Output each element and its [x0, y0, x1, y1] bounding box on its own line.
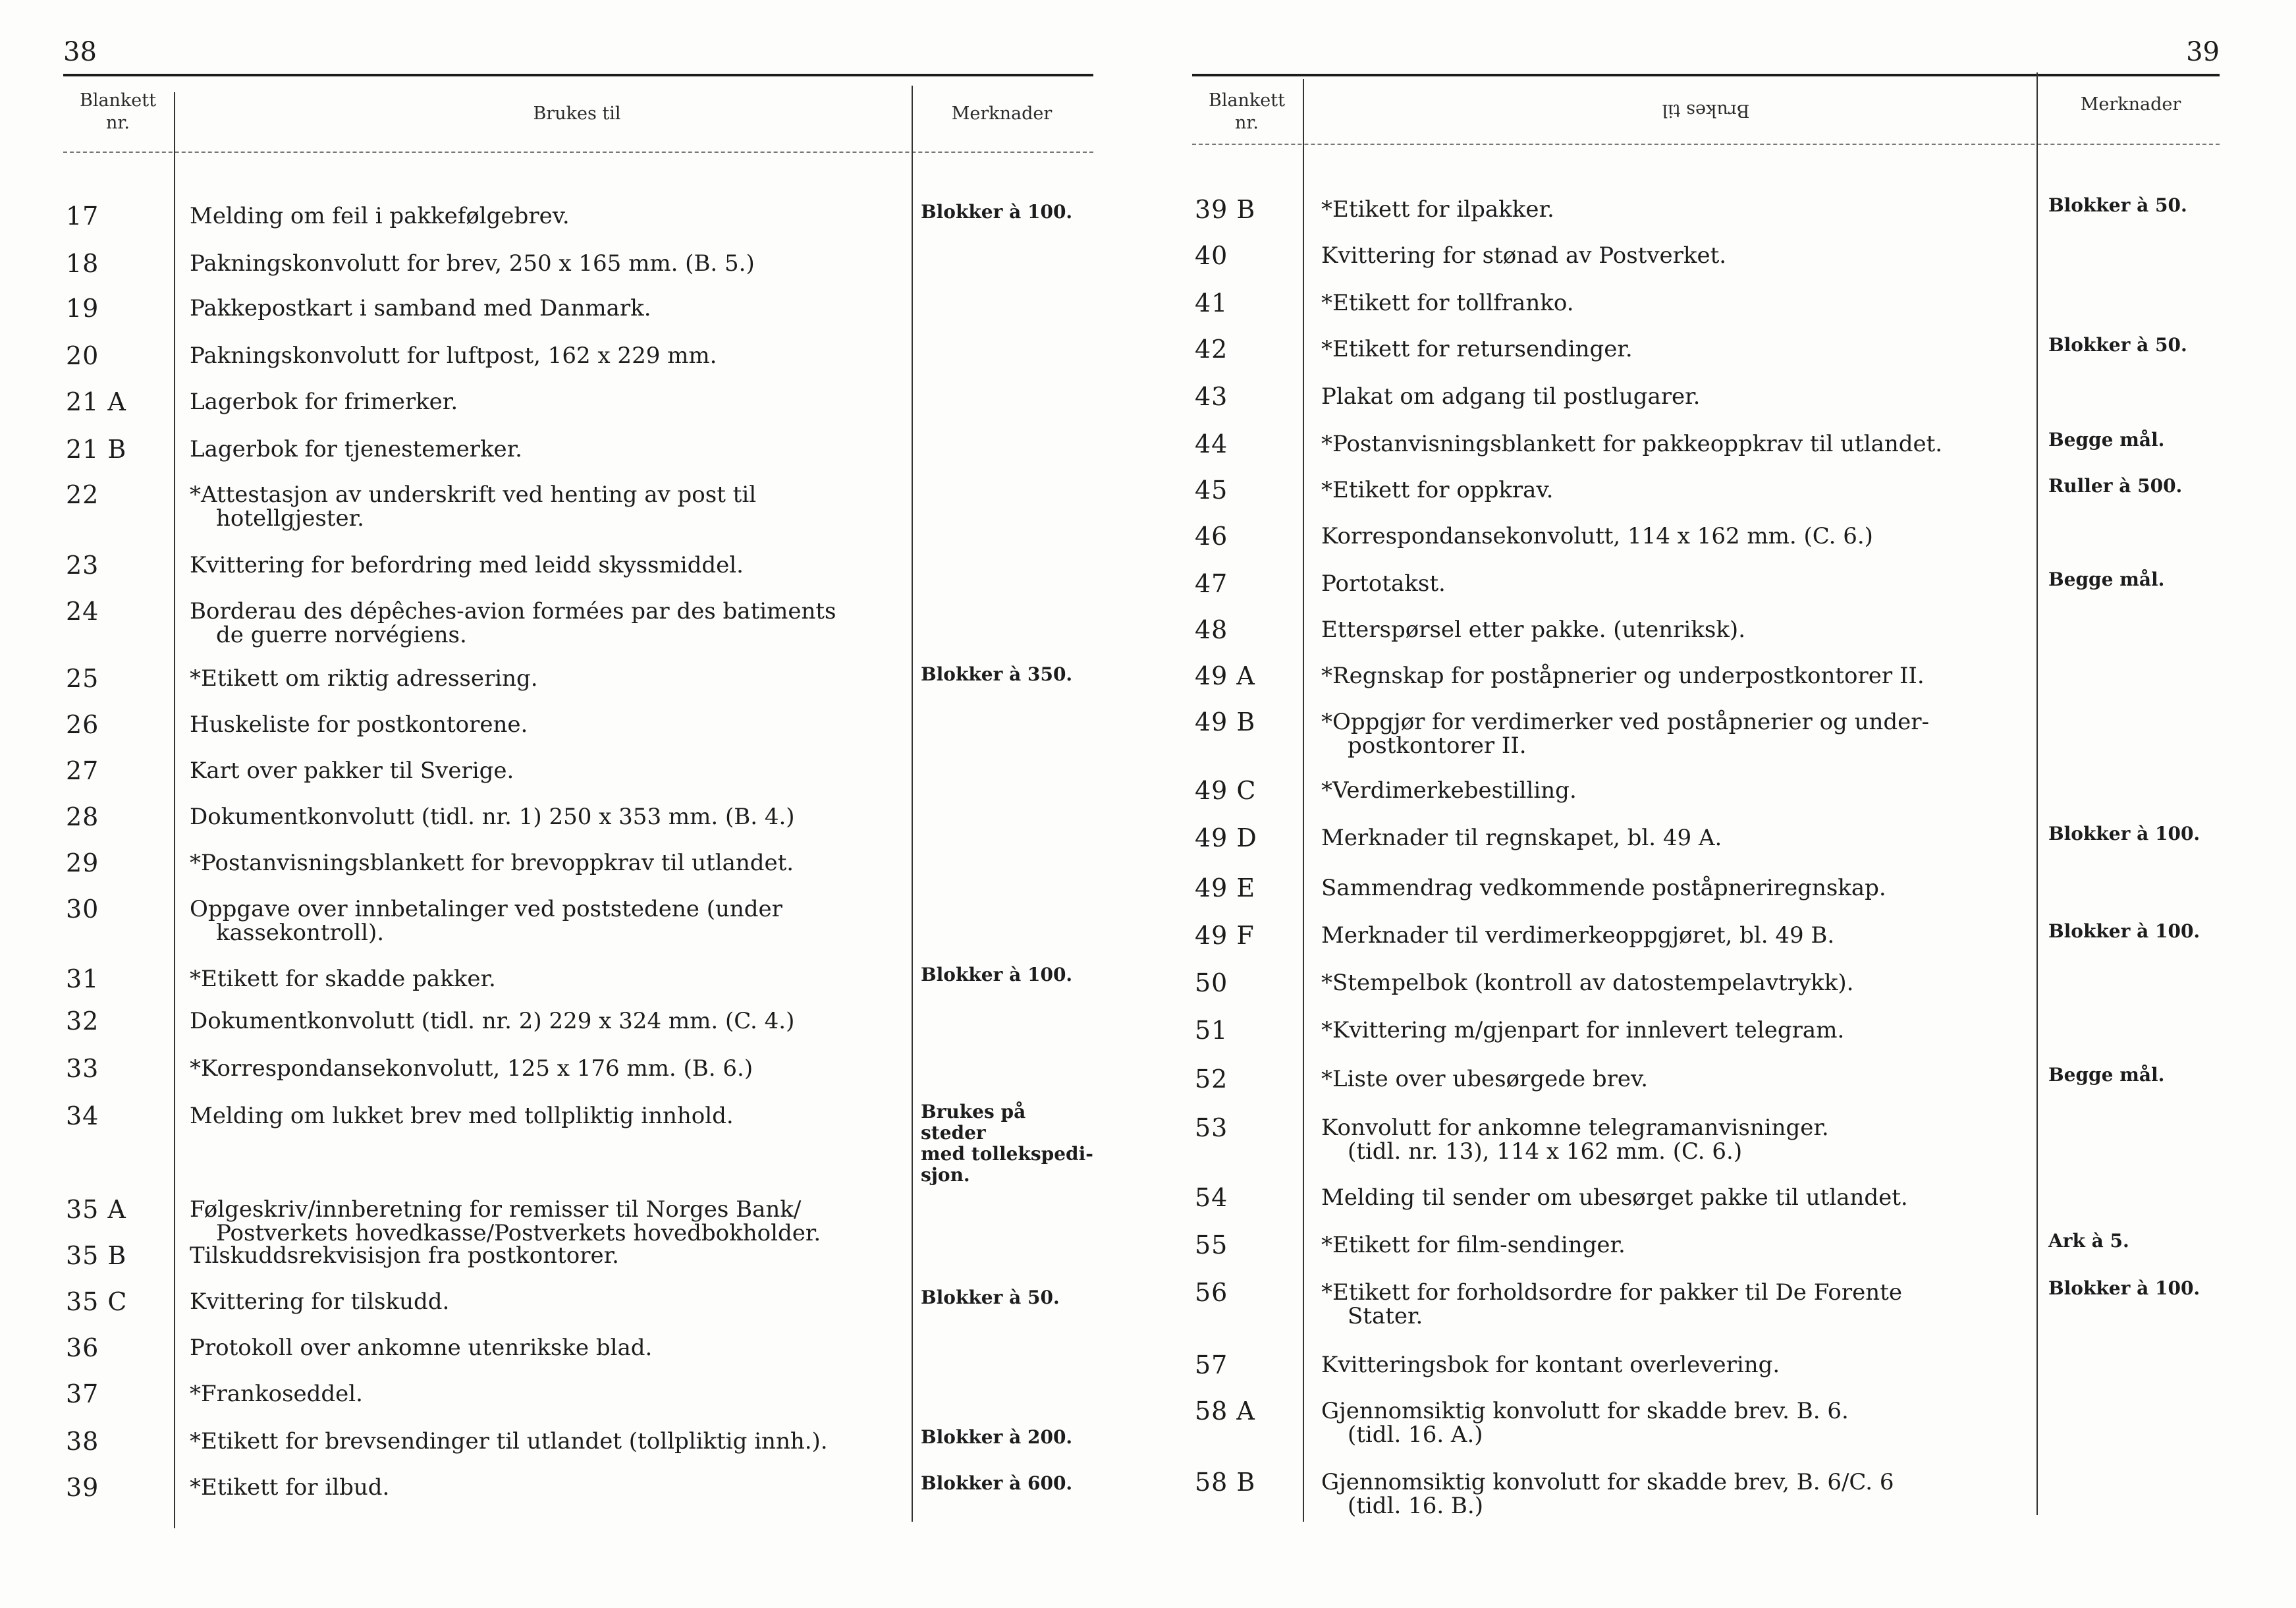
form-description-line: *Etikett for forholdsordre for pakker til De Forente: [1321, 1279, 1902, 1306]
form-description-line: Konvolutt for ankomne telegramanvisninger.: [1321, 1115, 1829, 1141]
column-divider: [1303, 79, 1304, 1522]
form-description-line: Kart over pakker til Sverige.: [190, 758, 514, 784]
form-description: [190, 390, 458, 414]
form-description-line: Oppgave over innbetalinger ved poststedene (under: [190, 896, 782, 922]
remark-line: Blokker à 100.: [2048, 1277, 2200, 1299]
form-number: 39 B: [1195, 195, 1256, 224]
form-description-line: Lagerbok for frimerker.: [190, 389, 458, 415]
form-description: [190, 553, 744, 577]
form-description-line: *Attestasjon av underskrift ved henting av post til: [190, 482, 757, 508]
remark-line: Begge mål.: [2048, 429, 2165, 451]
form-description-line: *Frankoseddel.: [190, 1381, 363, 1407]
form-description: [190, 1290, 449, 1314]
form-number: 24: [66, 597, 99, 626]
form-description: [190, 296, 651, 320]
form-description-line: Kvitteringsbok for kontant overlevering.: [1321, 1352, 1780, 1378]
form-description: [1321, 524, 1873, 548]
form-description: [1321, 432, 1942, 456]
form-description-line: (tidl. 16. B.): [1348, 1493, 1483, 1519]
form-description: [1321, 826, 1722, 850]
form-number: 34: [66, 1101, 99, 1130]
form-description-line: Korrespondansekonvolutt, 114 x 162 mm. (C. 6.): [1321, 523, 1873, 549]
remark-line: Blokker à 100.: [921, 201, 1073, 223]
column-divider: [912, 86, 913, 1522]
form-description-line: *Etikett for film-sendinger.: [1321, 1232, 1626, 1258]
form-description-line: Tilskuddsrekvisisjon fra postkontorer.: [190, 1242, 619, 1269]
form-description-line: Kvittering for befordring med leidd skyssmiddel.: [190, 552, 744, 578]
form-description-line: *Postanvisningsblankett for brevoppkrav til utlandet.: [190, 850, 794, 876]
form-description: [1321, 337, 1633, 361]
form-description: [1321, 1233, 1626, 1257]
form-description: [1321, 291, 1574, 315]
form-number: 58 A: [1195, 1397, 1255, 1426]
form-description: [190, 599, 836, 647]
form-description-line: Huskeliste for postkontorene.: [190, 711, 528, 738]
remark: [921, 1473, 1072, 1494]
form-description-line: Postverkets hovedkasse/Postverkets hovedbokholder.: [216, 1220, 821, 1246]
remark: [921, 1427, 1072, 1448]
remark-line: Blokker à 50.: [2048, 334, 2187, 356]
form-description: [1321, 244, 1726, 267]
form-number: 42: [1195, 335, 1228, 364]
form-number: 49 C: [1195, 776, 1257, 805]
form-description-line: *Liste over ubesørgede brev.: [1321, 1066, 1649, 1092]
form-number: 53: [1195, 1113, 1228, 1142]
remark-line: Blokker à 350.: [921, 663, 1073, 685]
form-description-line: postkontorer II.: [1348, 733, 1527, 759]
form-description-line: Stater.: [1348, 1303, 1423, 1329]
remark: [2048, 1231, 2129, 1252]
form-number: 47: [1195, 569, 1228, 598]
form-description-line: Pakningskonvolutt for brev, 250 x 165 mm. (B. 5.): [190, 250, 755, 277]
form-number: 51: [1195, 1016, 1228, 1045]
form-description: [190, 1336, 652, 1360]
form-number: 33: [66, 1054, 99, 1083]
header-divider: [63, 152, 1093, 153]
form-description-line: (tidl. nr. 13), 114 x 162 mm. (C. 6.): [1348, 1138, 1743, 1165]
form-description: [1321, 385, 1701, 408]
remark-line: Blokker à 600.: [921, 1472, 1073, 1494]
form-description: [1321, 1281, 1902, 1328]
form-number: 45: [1195, 476, 1228, 505]
form-description-line: Melding til sender om ubesørget pakke til utlandet.: [1321, 1184, 1908, 1211]
form-number: 58 B: [1195, 1468, 1256, 1497]
form-description: [190, 1382, 363, 1406]
remark-line: Blokker à 50.: [921, 1287, 1060, 1308]
form-description-line: *Stempelbok (kontroll av datostempelavtrykk).: [1321, 970, 1854, 996]
form-description-line: *Oppgjør for verdimerker ved poståpnerier og under-: [1321, 709, 1930, 735]
form-description: [1321, 1186, 1908, 1209]
form-description-line: Dokumentkonvolutt (tidl. nr. 1) 250 x 353 mm. (B. 4.): [190, 804, 795, 830]
remark-line: Blokker à 200.: [921, 1426, 1073, 1448]
remark-line: Begge mål.: [2048, 1064, 2165, 1086]
remark-line: Blokker à 100.: [2048, 920, 2200, 942]
form-description: [190, 759, 514, 783]
form-description: [190, 437, 522, 461]
form-number: 22: [66, 480, 99, 509]
form-description: [1321, 924, 1834, 947]
form-description: [1321, 1470, 1894, 1518]
form-number: 21 A: [66, 387, 126, 416]
form-number: 49 F: [1195, 921, 1255, 950]
form-number: 40: [1195, 241, 1228, 270]
form-description-line: Melding om feil i pakkefølgebrev.: [190, 203, 570, 229]
remark-line: Ark à 5.: [2048, 1230, 2129, 1252]
form-description-line: Dokumentkonvolutt (tidl. nr. 2) 229 x 324 mm. (C. 4.): [190, 1008, 795, 1034]
form-description-line: Borderau des dépêches-avion formées par des batiments: [190, 598, 836, 624]
form-number: 39: [66, 1473, 99, 1502]
form-number: 19: [66, 294, 99, 323]
remark: [2048, 921, 2200, 942]
form-number: 23: [66, 551, 99, 580]
form-description: [1321, 1116, 1829, 1163]
remark: [2048, 335, 2187, 356]
form-description-line: hotellgjester.: [216, 505, 364, 532]
remark-line: Brukes på steder: [921, 1101, 1026, 1144]
form-number: 37: [66, 1379, 99, 1408]
form-description-line: *Etikett for oppkrav.: [1321, 477, 1554, 503]
form-description-line: Plakat om adgang til postlugarer.: [1321, 383, 1701, 410]
left-page: [63, 0, 1093, 1608]
remark-line: Blokker à 50.: [2048, 194, 2187, 216]
form-number: 29: [66, 848, 99, 877]
remark: [2048, 569, 2164, 590]
form-description: [1321, 664, 1925, 688]
remark-line: sjon.: [921, 1164, 970, 1186]
form-number: 57: [1195, 1350, 1228, 1379]
form-description-line: *Etikett for ilpakker.: [1321, 196, 1554, 223]
form-number: 36: [66, 1333, 99, 1362]
form-number: 41: [1195, 289, 1228, 318]
column-header-use: Brukes til: [533, 103, 621, 124]
form-description-line: *Verdimerkebestilling.: [1321, 777, 1577, 804]
form-description: [190, 851, 794, 875]
form-number: 21 B: [66, 435, 127, 464]
remark: [2048, 1065, 2164, 1086]
form-description: [190, 252, 755, 275]
form-description: [1321, 1353, 1780, 1377]
form-description-line: Merknader til verdimerkeoppgjøret, bl. 49 B.: [1321, 922, 1835, 949]
form-description: [1321, 1018, 1844, 1042]
form-number: 30: [66, 895, 99, 924]
form-description-line: *Etikett om riktig adressering.: [190, 665, 538, 692]
form-number: 48: [1195, 615, 1228, 644]
form-description-line: Lagerbok for tjenestemerker.: [190, 436, 522, 462]
form-description: [1321, 618, 1745, 642]
form-description-line: *Etikett for skadde pakker.: [190, 966, 496, 992]
form-number: 27: [66, 756, 99, 785]
form-description-line: Gjennomsiktig konvolutt for skadde brev. B. 6.: [1321, 1398, 1849, 1424]
form-number: 28: [66, 802, 99, 831]
form-description: [190, 344, 717, 368]
form-number: 43: [1195, 382, 1228, 411]
page-number: 39: [2186, 37, 2220, 67]
form-description-line: Pakkepostkart i samband med Danmark.: [190, 295, 651, 321]
right-page: [1192, 0, 2220, 1608]
form-number: 26: [66, 710, 99, 739]
column-header-use: Brukes til: [1662, 100, 1750, 121]
header-rule: [1192, 74, 2220, 76]
header-divider: [1192, 144, 2220, 145]
form-description-line: Melding om lukket brev med tollpliktig innhold.: [190, 1103, 734, 1129]
form-description: [1321, 710, 1929, 758]
remark-line: med tollekspedi-: [921, 1143, 1093, 1165]
form-description: [190, 713, 528, 736]
column-header-nr: Blankett nr.: [79, 90, 156, 133]
remark: [921, 1287, 1060, 1308]
form-description-line: kassekontroll).: [216, 920, 385, 946]
form-description: [1321, 971, 1853, 995]
form-number: 50: [1195, 968, 1228, 997]
form-number: 46: [1195, 522, 1228, 551]
remark: [921, 1101, 1093, 1186]
form-description-line: (tidl. 16. A.): [1348, 1422, 1483, 1448]
form-description: [190, 1104, 734, 1128]
form-number: 25: [66, 664, 99, 693]
form-description-line: *Kvittering m/gjenpart for innlevert telegram.: [1321, 1017, 1845, 1043]
remark: [2048, 1278, 2200, 1299]
remark-line: Blokker à 100.: [2048, 823, 2200, 845]
form-number: 18: [66, 249, 99, 278]
page-number: 38: [63, 37, 97, 67]
form-description-line: *Etikett for retursendinger.: [1321, 336, 1633, 362]
form-number: 31: [66, 964, 99, 993]
form-description: [190, 897, 782, 945]
form-description-line: *Etikett for brevsendinger til utlandet (tollpliktig innh.).: [190, 1428, 828, 1455]
form-number: 49 A: [1195, 661, 1255, 690]
column-header-notes: Merknader: [2080, 94, 2181, 115]
form-description-line: Portotakst.: [1321, 570, 1446, 597]
form-description-line: Etterspørsel etter pakke. (utenriksk).: [1321, 617, 1746, 643]
form-description: [1321, 876, 1886, 900]
form-description-line: Protokoll over ankomne utenrikske blad.: [190, 1335, 653, 1361]
remark: [921, 964, 1072, 985]
form-number: 56: [1195, 1278, 1228, 1307]
form-description-line: Gjennomsiktig konvolutt for skadde brev, B. 6/C. 6: [1321, 1469, 1894, 1495]
column-divider: [2036, 72, 2038, 1515]
remark-line: Blokker à 100.: [921, 964, 1073, 985]
form-number: 35 B: [66, 1241, 127, 1270]
remark: [921, 202, 1072, 223]
form-description: [1321, 572, 1446, 596]
form-description: [190, 1244, 619, 1267]
form-number: 44: [1195, 430, 1228, 458]
form-description: [190, 1057, 753, 1080]
form-description-line: Pakningskonvolutt for luftpost, 162 x 229 mm.: [190, 343, 717, 369]
form-number: 55: [1195, 1231, 1228, 1260]
column-divider: [174, 92, 175, 1528]
form-description-line: *Etikett for ilbud.: [190, 1474, 390, 1501]
form-number: 35 C: [66, 1287, 128, 1316]
form-description: [1321, 779, 1577, 802]
form-number: 17: [66, 202, 99, 231]
form-number: 49 D: [1195, 823, 1257, 852]
remark-line: Ruller à 500.: [2048, 475, 2183, 497]
form-description: [1321, 198, 1554, 221]
remark: [2048, 195, 2187, 216]
form-description-line: Følgeskriv/innberetning for remisser til Norges Bank/: [190, 1196, 802, 1223]
form-description: [1321, 1399, 1849, 1447]
form-description-line: *Postanvisningsblankett for pakkeoppkrav til utlandet.: [1321, 431, 1943, 457]
form-description: [190, 1476, 389, 1499]
form-number: 20: [66, 341, 99, 370]
form-description-line: *Etikett for tollfranko.: [1321, 290, 1574, 316]
form-description: [190, 1009, 794, 1033]
form-description: [1321, 1067, 1648, 1091]
remark: [2048, 430, 2164, 451]
form-description-line: Kvittering for tilskudd.: [190, 1289, 450, 1315]
remark: [2048, 823, 2200, 845]
form-number: 49 B: [1195, 707, 1256, 736]
form-description-line: Sammendrag vedkommende poståpneriregnskap.: [1321, 875, 1886, 901]
form-description: [1321, 478, 1553, 502]
form-description-line: Merknader til regnskapet, bl. 49 A.: [1321, 825, 1722, 851]
form-number: 49 E: [1195, 873, 1256, 902]
form-number: 54: [1195, 1183, 1228, 1212]
remark: [2048, 476, 2182, 497]
form-description-line: *Regnskap for poståpnerier og underpostkontorer II.: [1321, 663, 1925, 689]
header-rule: [63, 74, 1093, 76]
remark-line: Begge mål.: [2048, 568, 2165, 590]
form-description: [190, 204, 570, 228]
form-description: [190, 1198, 821, 1245]
form-description-line: de guerre norvégiens.: [216, 622, 467, 648]
form-description: [190, 667, 538, 690]
column-header-nr: Blankett nr.: [1208, 90, 1285, 133]
form-description: [190, 1429, 828, 1453]
form-description-line: Kvittering for stønad av Postverket.: [1321, 242, 1727, 269]
form-description: [190, 483, 756, 530]
remark: [921, 664, 1072, 685]
form-description: [190, 967, 496, 991]
column-header-notes: Merknader: [951, 103, 1052, 124]
form-number: 32: [66, 1007, 99, 1036]
form-number: 35 A: [66, 1195, 126, 1224]
form-description-line: *Korrespondansekonvolutt, 125 x 176 mm. (B. 6.): [190, 1055, 753, 1082]
form-number: 38: [66, 1427, 99, 1456]
form-number: 52: [1195, 1065, 1228, 1094]
form-description: [190, 805, 795, 829]
